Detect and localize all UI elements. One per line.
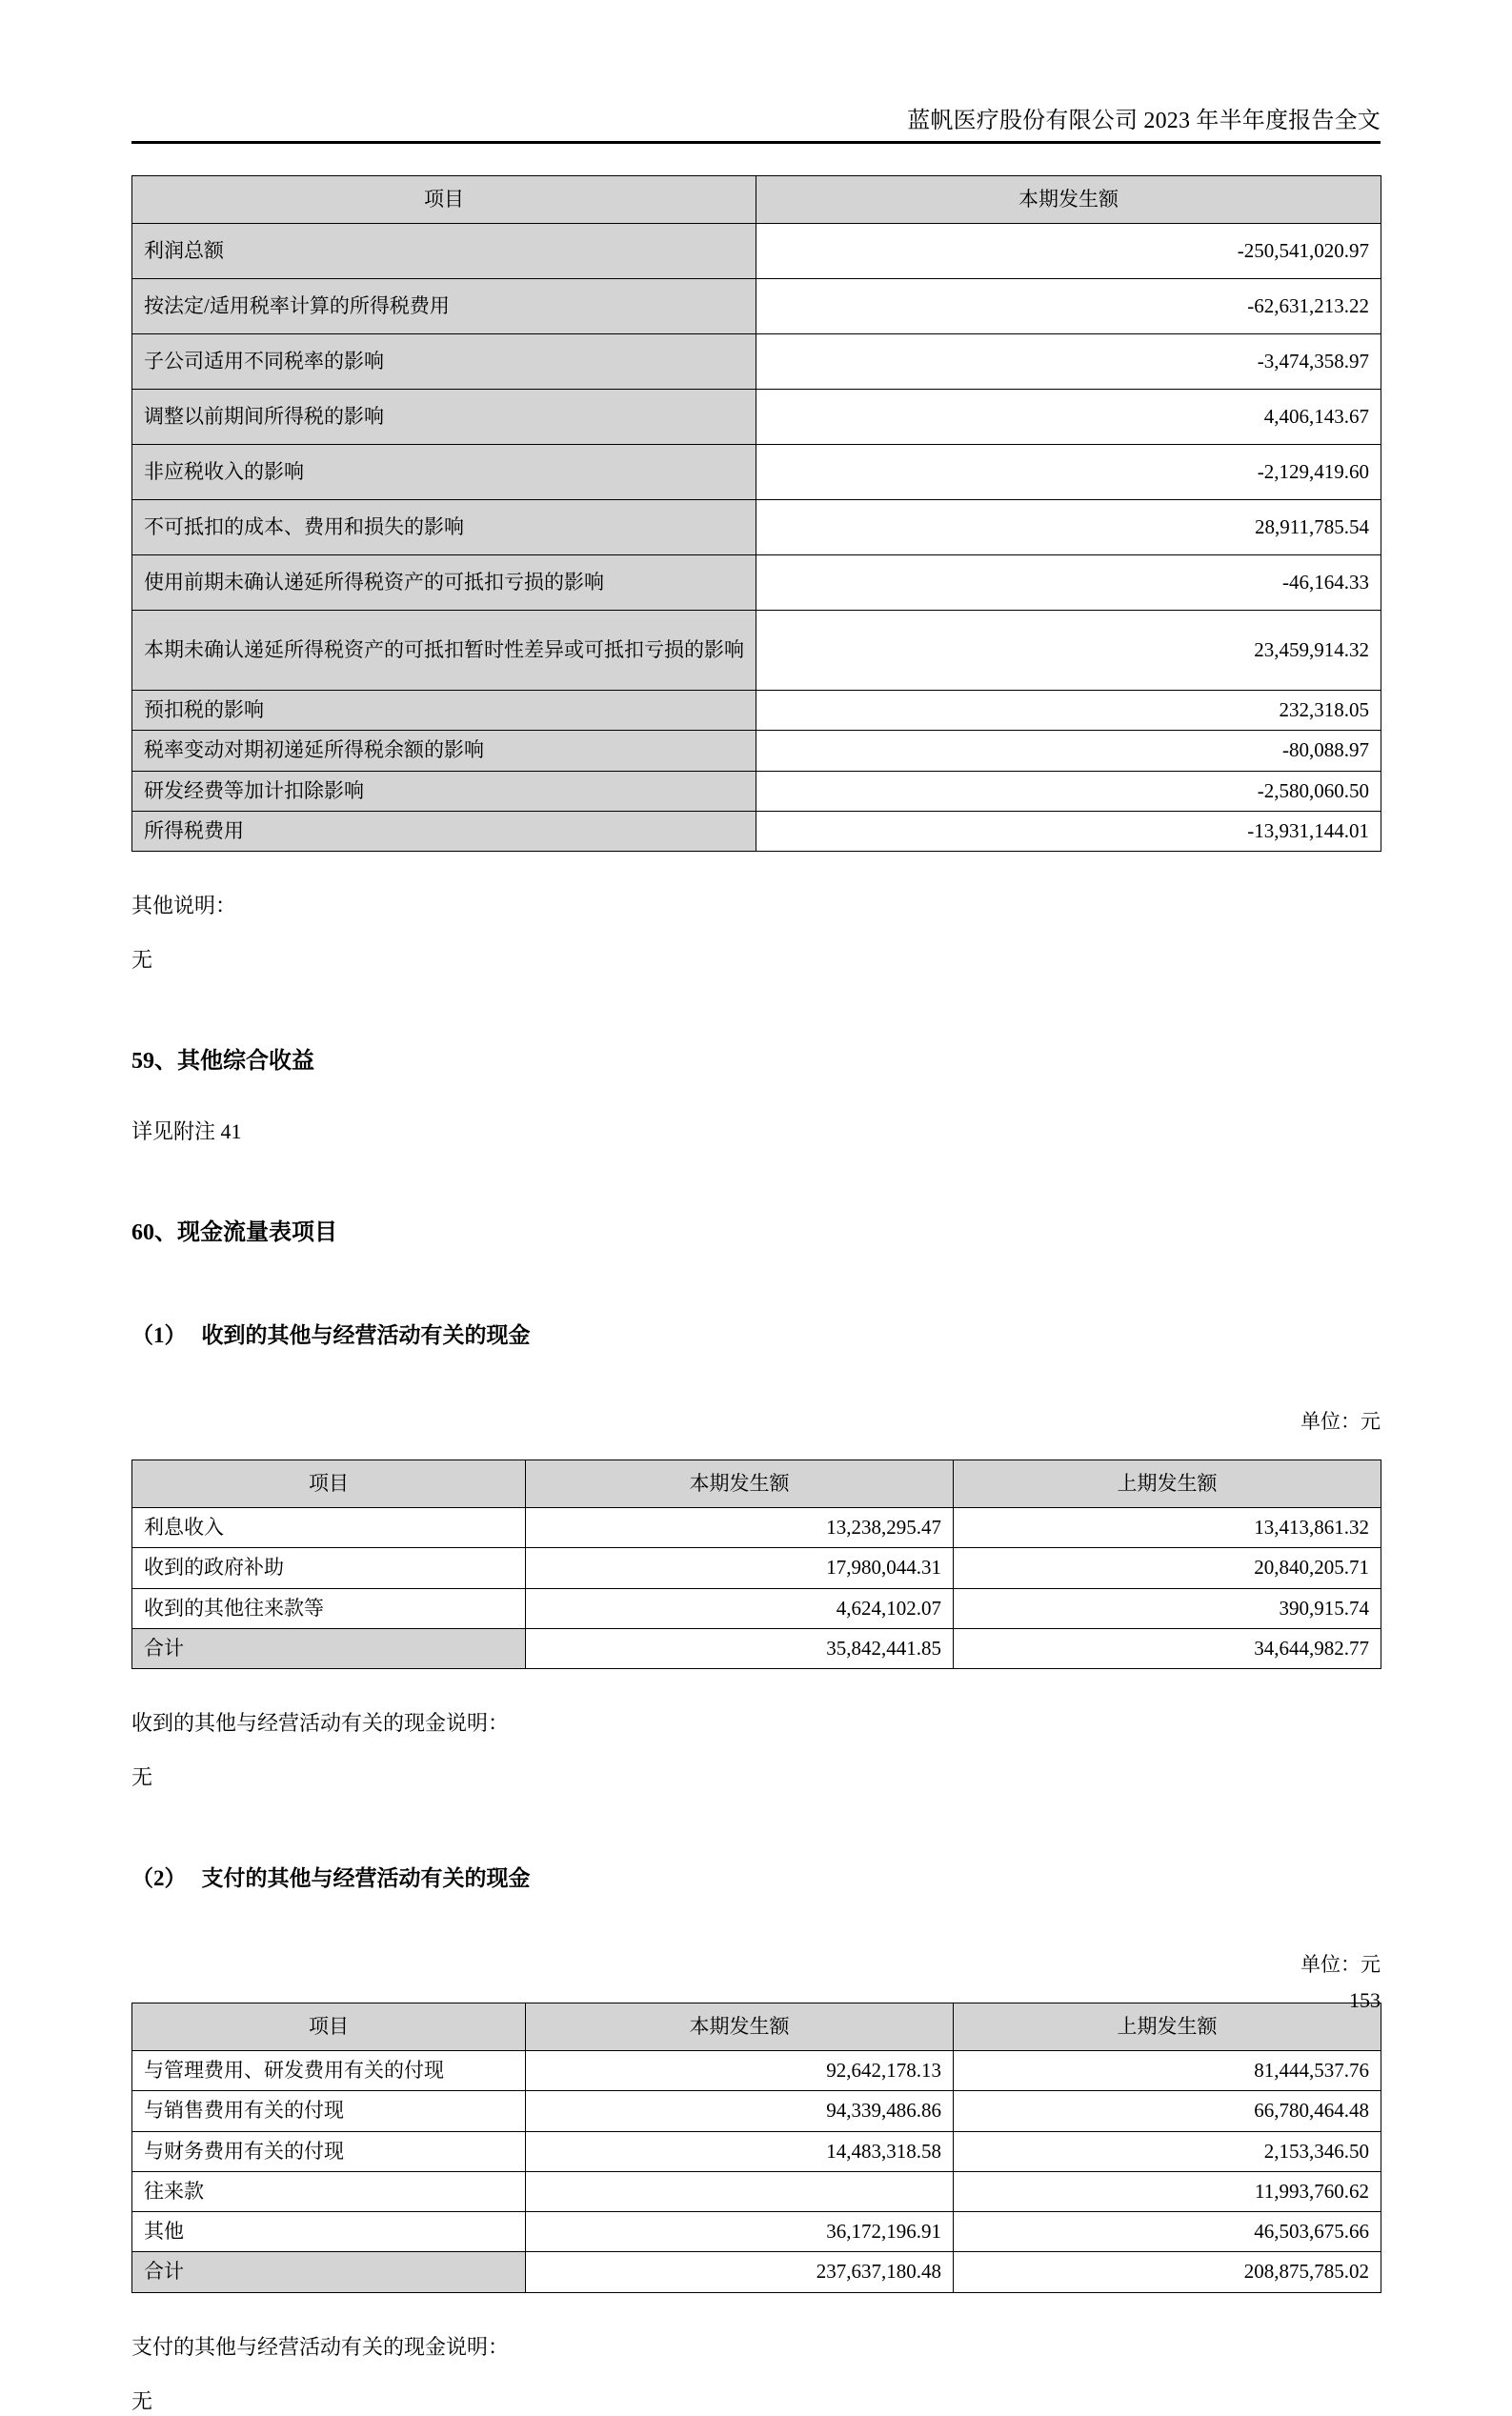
column-header-item: 项目 bbox=[132, 1460, 526, 1507]
subsection-heading-60-2 bbox=[131, 1863, 1381, 1894]
subsection-title: 收到的其他与经营活动有关的现金 bbox=[202, 1323, 531, 1347]
column-header-current-period: 本期发生额 bbox=[756, 176, 1381, 224]
row-label: 预扣税的影响 bbox=[132, 691, 756, 731]
cash-received-table bbox=[131, 1460, 1381, 1669]
row-value-current: -250,541,020.97 bbox=[756, 224, 1381, 279]
cash-paid-table bbox=[131, 2003, 1381, 2293]
table-row bbox=[132, 2131, 1381, 2171]
row-label: 不可抵扣的成本、费用和损失的影响 bbox=[132, 500, 756, 555]
row-value-total-current: 237,637,180.48 bbox=[526, 2252, 954, 2292]
row-value-current: -2,129,419.60 bbox=[756, 445, 1381, 500]
table-row bbox=[132, 334, 1381, 390]
row-value-current: 23,459,914.32 bbox=[756, 611, 1381, 691]
table-row bbox=[132, 2050, 1381, 2090]
row-value-current: -3,474,358.97 bbox=[756, 334, 1381, 390]
row-value-previous: 66,780,464.48 bbox=[954, 2091, 1381, 2131]
table-row-total bbox=[132, 811, 1381, 851]
row-value-current: -80,088.97 bbox=[756, 731, 1381, 771]
explanation-label-60-1: 收到的其他与经营活动有关的现金说明： bbox=[131, 1709, 1381, 1739]
subsection-number: （2） bbox=[131, 1866, 187, 1890]
subsection-title: 支付的其他与经营活动有关的现金 bbox=[202, 1866, 531, 1890]
table-row bbox=[132, 2171, 1381, 2211]
row-label-total: 合计 bbox=[132, 1628, 526, 1668]
section-59-body: 详见附注 41 bbox=[131, 1117, 1381, 1147]
table-row bbox=[132, 2091, 1381, 2131]
table-row bbox=[132, 445, 1381, 500]
row-label: 按法定/适用税率计算的所得税费用 bbox=[132, 279, 756, 334]
header-divider-rule bbox=[131, 141, 1381, 144]
column-header-item: 项目 bbox=[132, 176, 756, 224]
row-label: 利息收入 bbox=[132, 1507, 526, 1547]
row-value-total-previous: 208,875,785.02 bbox=[954, 2252, 1381, 2292]
column-header-current-period: 本期发生额 bbox=[526, 2003, 954, 2050]
row-label: 研发经费等加计扣除影响 bbox=[132, 771, 756, 811]
row-value-previous: 13,413,861.32 bbox=[954, 1507, 1381, 1547]
page-number: 153 bbox=[131, 1988, 1381, 2013]
row-value-total-current: 35,842,441.85 bbox=[526, 1628, 954, 1668]
unit-label-60-1: 单位：元 bbox=[131, 1406, 1381, 1435]
table-row bbox=[132, 224, 1381, 279]
row-label: 与销售费用有关的付现 bbox=[132, 2091, 526, 2131]
row-value-current: 14,483,318.58 bbox=[526, 2131, 954, 2171]
row-value-total-previous: 34,644,982.77 bbox=[954, 1628, 1381, 1668]
row-label-total: 合计 bbox=[132, 2252, 526, 2292]
column-header-previous-period: 上期发生额 bbox=[954, 1460, 1381, 1507]
row-value-current: 232,318.05 bbox=[756, 691, 1381, 731]
row-label: 调整以前期间所得税的影响 bbox=[132, 390, 756, 445]
section-heading-59: 59、其他综合收益 bbox=[131, 1046, 1381, 1078]
row-value-current: 13,238,295.47 bbox=[526, 1507, 954, 1547]
row-label: 与管理费用、研发费用有关的付现 bbox=[132, 2050, 526, 2090]
table-row-total bbox=[132, 1628, 1381, 1668]
row-label: 所得税费用 bbox=[132, 811, 756, 851]
row-value-current: -62,631,213.22 bbox=[756, 279, 1381, 334]
table-row-total bbox=[132, 2252, 1381, 2292]
row-label: 使用前期未确认递延所得税资产的可抵扣亏损的影响 bbox=[132, 555, 756, 611]
row-value-current: -46,164.33 bbox=[756, 555, 1381, 611]
row-value-current: 92,642,178.13 bbox=[526, 2050, 954, 2090]
row-value-current bbox=[526, 2171, 954, 2211]
table-row bbox=[132, 611, 1381, 691]
row-value-previous: 81,444,537.76 bbox=[954, 2050, 1381, 2090]
row-label: 利润总额 bbox=[132, 224, 756, 279]
row-value-current: -2,580,060.50 bbox=[756, 771, 1381, 811]
table-row bbox=[132, 500, 1381, 555]
column-header-item: 项目 bbox=[132, 2003, 526, 2050]
row-label: 税率变动对期初递延所得税余额的影响 bbox=[132, 731, 756, 771]
row-value-current: 94,339,486.86 bbox=[526, 2091, 954, 2131]
explanation-value-60-1: 无 bbox=[131, 1763, 1381, 1793]
table-row bbox=[132, 1548, 1381, 1588]
row-value-previous: 46,503,675.66 bbox=[954, 2212, 1381, 2252]
row-value-current: 4,406,143.67 bbox=[756, 390, 1381, 445]
tax-reconciliation-table bbox=[131, 175, 1381, 852]
row-label: 子公司适用不同税率的影响 bbox=[132, 334, 756, 390]
row-label: 收到的其他往来款等 bbox=[132, 1588, 526, 1628]
table-row bbox=[132, 691, 1381, 731]
row-value-current: 4,624,102.07 bbox=[526, 1588, 954, 1628]
table-row bbox=[132, 771, 1381, 811]
row-value-current: 36,172,196.91 bbox=[526, 2212, 954, 2252]
column-header-previous-period: 上期发生额 bbox=[954, 2003, 1381, 2050]
row-value-previous: 2,153,346.50 bbox=[954, 2131, 1381, 2171]
subsection-heading-60-1 bbox=[131, 1320, 1381, 1351]
table-row bbox=[132, 1507, 1381, 1547]
row-value-current: 17,980,044.31 bbox=[526, 1548, 954, 1588]
table-row bbox=[132, 555, 1381, 611]
table-row bbox=[132, 1588, 1381, 1628]
other-explanation-label: 其他说明： bbox=[131, 892, 1381, 921]
row-label: 收到的政府补助 bbox=[132, 1548, 526, 1588]
row-value-current: 28,911,785.54 bbox=[756, 500, 1381, 555]
explanation-value-60-2: 无 bbox=[131, 2387, 1381, 2416]
row-label: 往来款 bbox=[132, 2171, 526, 2211]
column-header-current-period: 本期发生额 bbox=[526, 1460, 954, 1507]
row-label: 与财务费用有关的付现 bbox=[132, 2131, 526, 2171]
table-row bbox=[132, 390, 1381, 445]
table-header-row bbox=[132, 1460, 1381, 1507]
other-explanation-value: 无 bbox=[131, 946, 1381, 976]
row-value-previous: 390,915.74 bbox=[954, 1588, 1381, 1628]
section-heading-60: 60、现金流量表项目 bbox=[131, 1218, 1381, 1250]
row-label: 本期未确认递延所得税资产的可抵扣暂时性差异或可抵扣亏损的影响 bbox=[132, 611, 756, 691]
row-label: 其他 bbox=[132, 2212, 526, 2252]
row-value-current: -13,931,144.01 bbox=[756, 811, 1381, 851]
page-content bbox=[131, 175, 1381, 2416]
table-row bbox=[132, 2212, 1381, 2252]
row-value-previous: 11,993,760.62 bbox=[954, 2171, 1381, 2211]
table-row bbox=[132, 279, 1381, 334]
running-header: 蓝帆医疗股份有限公司 2023 年半年度报告全文 bbox=[131, 107, 1381, 135]
unit-label-60-2: 单位：元 bbox=[131, 1949, 1381, 1978]
subsection-number: （1） bbox=[131, 1323, 187, 1347]
row-label: 非应税收入的影响 bbox=[132, 445, 756, 500]
table-header-row bbox=[132, 176, 1381, 224]
explanation-label-60-2: 支付的其他与经营活动有关的现金说明： bbox=[131, 2333, 1381, 2363]
row-value-previous: 20,840,205.71 bbox=[954, 1548, 1381, 1588]
table-row bbox=[132, 731, 1381, 771]
